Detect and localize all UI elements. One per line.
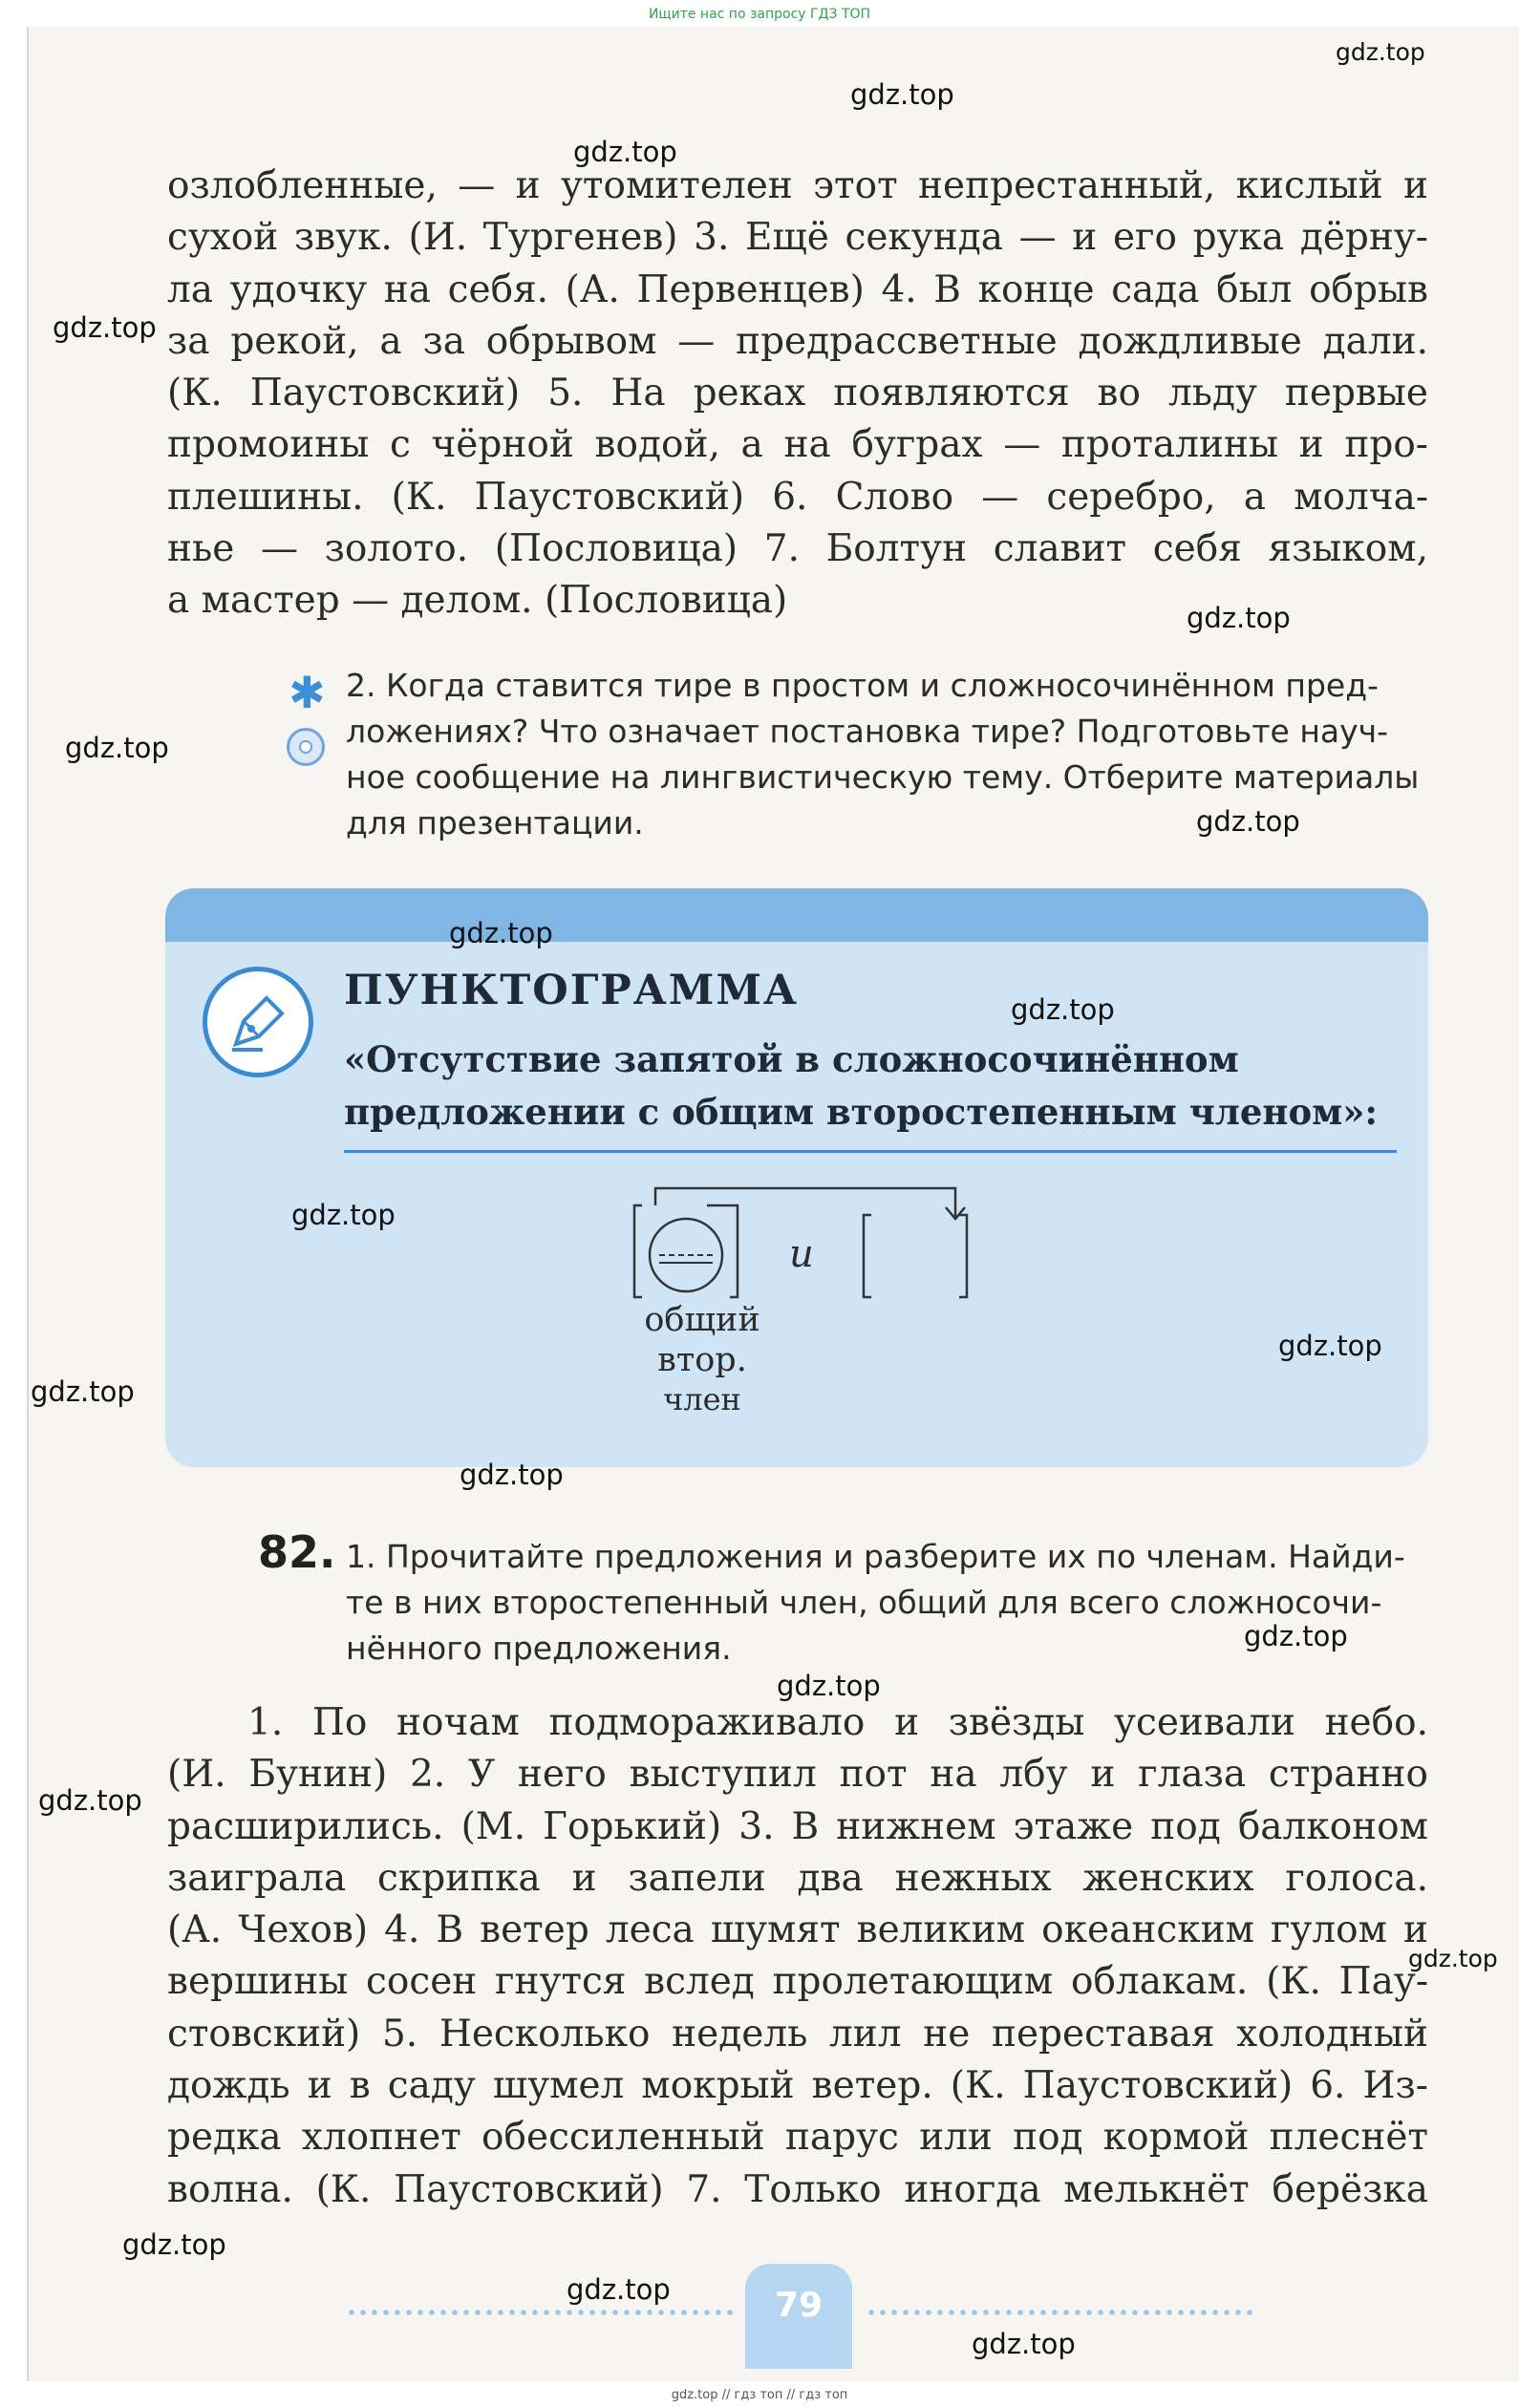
rule-subtitle [344, 1034, 1404, 1139]
second-clause-brackets [864, 1215, 967, 1297]
watermark: gdz.top [1336, 38, 1425, 66]
task-line: 1. Прочитайте предложения и разберите их по членам. Найди- [346, 1538, 1405, 1575]
text-line: 1. По ночам подмораживало и звёзды усеивали небо. [247, 1701, 1428, 1744]
watermark: gdz.top [65, 732, 169, 764]
scheme-conjunction: и [789, 1232, 814, 1276]
watermark: gdz.top [449, 917, 553, 949]
text-line: (И. Бунин) 2. У него выступил пот на лбу и глаза странно [167, 1753, 1428, 1797]
text-line: расширились. (М. Горький) 3. В нижнем этаже под балконом [167, 1804, 1428, 1848]
text-line: заиграла скрипка и запели два нежных женских голоса. [167, 1856, 1428, 1900]
watermark: gdz.top [777, 1670, 881, 1702]
task-line: ное сообщение на лингвистическую тему. Отберите материалы [346, 758, 1420, 796]
text-line: волна. (К. Паустовский) 7. Только иногда мелькнёт берёзка [167, 2167, 1428, 2211]
footer-dots-left [346, 2310, 733, 2315]
text-line: (А. Чехов) 4. В ветер леса шумят великим океанским гулом и [167, 1908, 1428, 1952]
task-line: нённого предложения. [346, 1630, 732, 1667]
scheme-label-line: член [663, 1381, 741, 1417]
text-line: стовский) 5. Несколько недель лил не переставая холодный [167, 2012, 1428, 2056]
text-line: нье — золото. (Пословица) 7. Болтун славит себя языком, [167, 527, 1428, 571]
text-line: озлобленные, — и утомителен этот непрестанный, кислый и [167, 164, 1428, 207]
watermark: gdz.top [122, 2228, 226, 2261]
watermark: gdz.top [1187, 602, 1291, 634]
task-line: для презентации. [346, 804, 644, 842]
scheme-label-line: общий [644, 1301, 760, 1339]
exercise-number: 82. [258, 1526, 336, 1578]
watermark: gdz.top [972, 2328, 1076, 2360]
text-line: ла удочку на себя. (А. Первенцев) 4. В конце сада был обрыв [167, 267, 1428, 311]
watermark: gdz.top [38, 1784, 142, 1817]
watermark: gdz.top [573, 136, 677, 168]
watermark: gdz.top [1196, 805, 1300, 838]
rule-divider [344, 1150, 1397, 1153]
scheme-label-line: втор. [657, 1341, 747, 1379]
pen-nib-icon [203, 967, 313, 1077]
rule-subtitle-line: «Отсутствие запятой в сложносочинённом [344, 1038, 1239, 1080]
rule-title: ПУНКТОГРАММА [344, 967, 799, 1014]
footer-dots-right [866, 2310, 1252, 2315]
top-banner: Ищите нас по запросу ГДЗ ТОП [648, 7, 871, 22]
watermark: gdz.top [291, 1199, 396, 1231]
rule-subtitle-line: предложении с общим второстепенным членом»: [344, 1091, 1379, 1133]
exercise-text [167, 1697, 1428, 2216]
watermark: gdz.top [53, 311, 157, 344]
watermark: gdz.top [460, 1459, 564, 1491]
text-line: редка хлопнет обессиленный парус или под кормой плеснёт [167, 2116, 1428, 2160]
task-line: 2. Когда ставится тире в простом и сложносочинённом пред- [346, 667, 1379, 704]
task-line: те в них второстепенный член, общий для всего сложносочи- [346, 1584, 1382, 1621]
text-line: дождь и в саду шумел мокрый ветер. (К. Паустовский) 6. Из- [167, 2064, 1428, 2108]
text-line: плешины. (К. Паустовский) 6. Слово — серебро, а молча- [167, 475, 1428, 519]
watermark: gdz.top [1278, 1330, 1382, 1362]
bottom-banner: gdz.top // гдз топ // гдз топ [671, 2388, 848, 2402]
rule-panel-header [165, 888, 1428, 942]
disk-icon [287, 728, 325, 766]
watermark: gdz.top [31, 1375, 135, 1408]
exercise-text-continuation [167, 160, 1428, 628]
page-number: 79 [774, 2286, 824, 2325]
watermark: gdz.top [850, 78, 954, 111]
text-line: (К. Паустовский) 5. На реках появляются во льду первые [167, 372, 1428, 416]
watermark: gdz.top [567, 2273, 671, 2306]
watermark: gdz.top [1244, 1620, 1348, 1652]
text-line: а мастер — делом. (Пословица) [167, 579, 788, 623]
asterisk-icon: ✱ [289, 667, 326, 718]
text-line: вершины сосен гнутся вслед пролетающим облакам. (К. Пау- [167, 1960, 1428, 2004]
text-line: промоины с чёрной водой, а на буграх — проталины и про- [167, 423, 1428, 467]
text-line: сухой звук. (И. Тургенев) 3. Ещё секунда — и его рука дёрну- [167, 216, 1428, 260]
watermark: gdz.top [1408, 1945, 1498, 1972]
watermark: gdz.top [1011, 993, 1115, 1026]
text-line: за рекой, а за обрывом — предрассветные дождливые дали. [167, 319, 1428, 363]
task-line: ложениях? Что означает постановка тире? Подготовьте науч- [346, 713, 1389, 750]
